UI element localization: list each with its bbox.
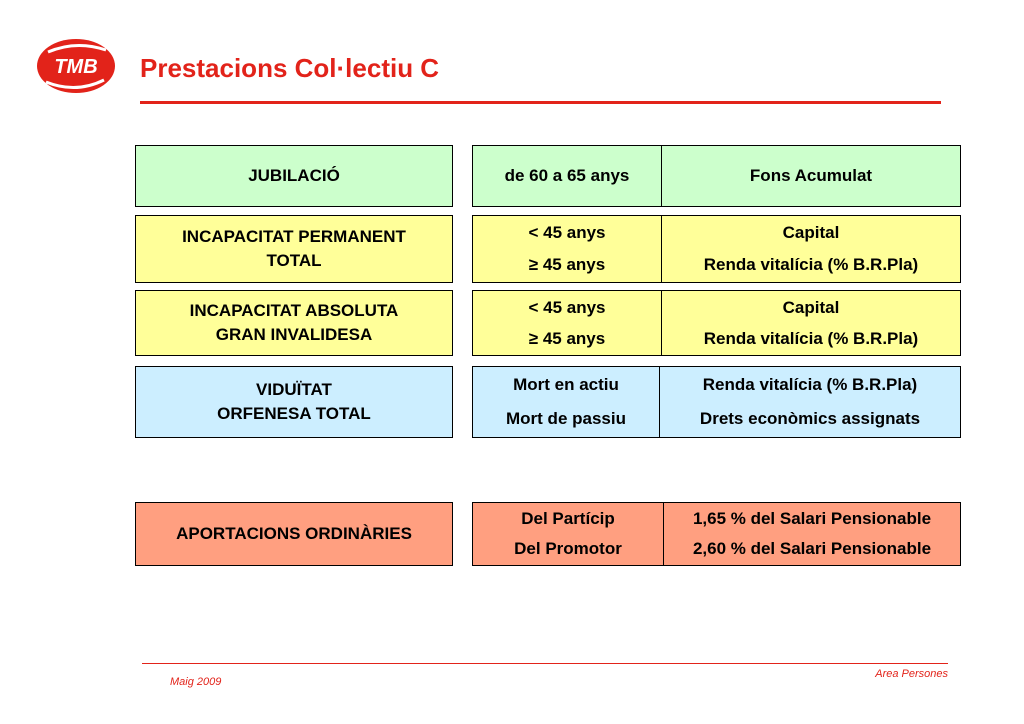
benefit-text: Capital [782,297,840,317]
page-title: Prestacions Col·lectiu C [140,53,440,83]
condition-text: Mort en actiu [513,375,619,394]
benefit-text: Renda vitalícia (% B.R.Pla) [703,255,919,274]
logo-text: TMB [54,56,98,78]
label-aportacions [135,502,453,566]
label-jubilacio [135,145,453,207]
condition-text: Del Partícip [521,509,615,528]
benefit-text: Renda vitalícia (% B.R.Pla) [703,328,919,348]
condition-column [473,291,662,355]
label-line: GRAN INVALIDESA [215,325,373,344]
benefit-column [662,291,960,355]
condition-text: ≥ 45 anys [528,328,606,348]
label-line: APORTACIONS ORDINÀRIES [176,524,412,543]
detail-incapacitat-permanent [472,215,961,283]
detail-jubilacio [472,145,961,207]
condition-text: < 45 anys [528,223,606,242]
condition-text: ≥ 45 anys [528,255,606,274]
label-line: TOTAL [266,251,322,270]
benefit-text: 1,65 % del Salari Pensionable [692,509,932,528]
footer-divider [142,663,948,664]
title-divider [140,101,941,104]
condition-column [473,216,662,282]
condition-text: Del Promotor [514,539,622,558]
condition-column [473,503,664,565]
benefit-column [662,216,960,282]
benefit-text: Capital [782,223,840,242]
condition-column [473,367,660,437]
label-incapacitat-absoluta [135,290,453,356]
label-line: INCAPACITAT ABSOLUTA [189,301,399,320]
benefit-text: Renda vitalícia (% B.R.Pla) [702,375,918,394]
label-viduitat [135,366,453,438]
label-line: VIDUÏTAT [256,380,332,399]
benefit-column [662,146,960,206]
tmb-logo [36,38,116,94]
label-line: JUBILACIÓ [248,166,340,185]
footer-area: Area Persones [875,668,948,680]
benefit-column [664,503,960,565]
detail-aportacions [472,502,961,566]
label-line: INCAPACITAT PERMANENT [182,227,406,246]
condition-column [473,146,662,206]
benefit-text: Drets econòmics assignats [699,409,921,428]
label-incapacitat-permanent [135,215,453,283]
condition-text: de 60 a 65 anys [504,166,630,185]
detail-incapacitat-absoluta [472,290,961,356]
condition-text: Mort de passiu [506,409,626,428]
benefit-text: 2,60 % del Salari Pensionable [692,539,932,558]
benefit-text: Fons Acumulat [749,166,873,185]
label-line: ORFENESA TOTAL [217,404,371,423]
footer-date: Maig 2009 [170,676,222,688]
detail-viduitat [472,366,961,438]
benefit-column [660,367,960,437]
condition-text: < 45 anys [528,297,606,317]
